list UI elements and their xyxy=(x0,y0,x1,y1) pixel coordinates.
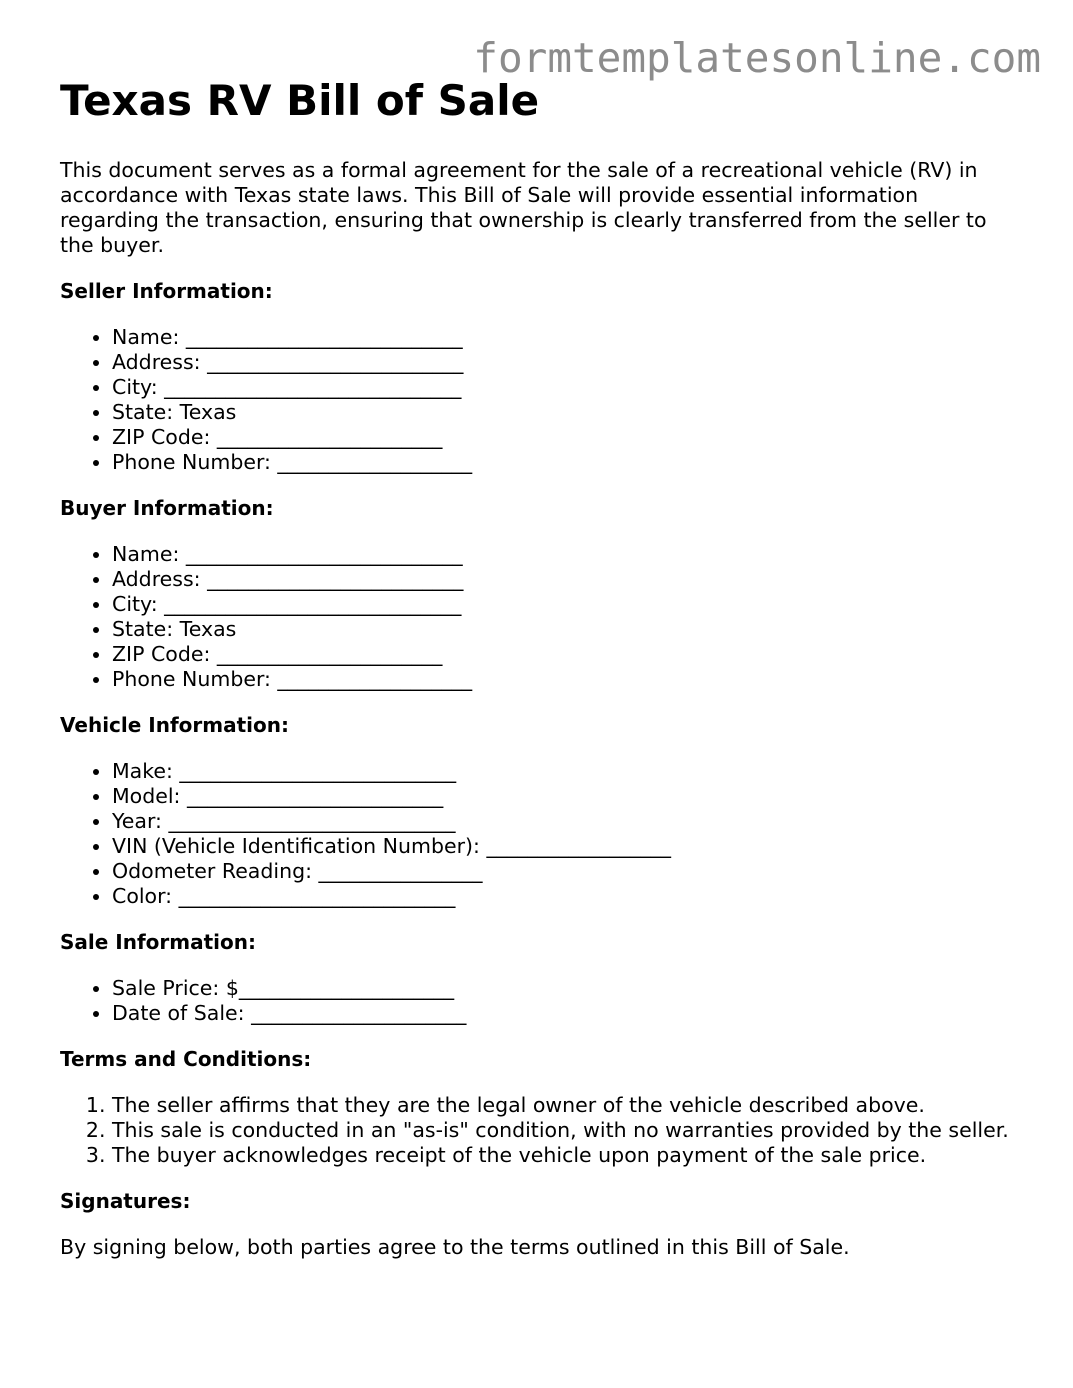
term-item: 1. The seller affirms that they are the legal owner of the vehicle described above. xyxy=(112,1093,1020,1118)
buyer-list xyxy=(60,542,1020,692)
page-title: Texas RV Bill of Sale xyxy=(60,76,540,125)
seller-name-field: • Name: ___________________________ xyxy=(112,325,1020,350)
vehicle-odometer-field: • Odometer Reading: ________________ xyxy=(112,859,1020,884)
seller-state-field: • State: Texas xyxy=(112,400,1020,425)
vehicle-color-field: • Color: ___________________________ xyxy=(112,884,1020,909)
terms-heading: Terms and Conditions: xyxy=(60,1047,312,1071)
buyer-phone-field: • Phone Number: ___________________ xyxy=(112,667,1020,692)
signatures-text: By signing below, both parties agree to the terms outlined in this Bill of Sale. xyxy=(60,1235,850,1259)
vehicle-heading: Vehicle Information: xyxy=(60,713,289,737)
buyer-zip-field: • ZIP Code: ______________________ xyxy=(112,642,1020,667)
buyer-state-field: • State: Texas xyxy=(112,617,1020,642)
sale-price-field: • Sale Price: $_____________________ xyxy=(112,976,1020,1001)
terms-list xyxy=(60,1093,1020,1168)
buyer-heading: Buyer Information: xyxy=(60,496,274,520)
seller-heading: Seller Information: xyxy=(60,279,273,303)
buyer-address-field: • Address: _________________________ xyxy=(112,567,1020,592)
term-item: 2. This sale is conducted in an "as-is" condition, with no warranties provided by the seller. xyxy=(112,1118,1020,1143)
intro-paragraph: This document serves as a formal agreement for the sale of a recreational vehicle (RV) in accordance with Texas state laws. This Bill of Sale will provide essential information regarding the transaction, ensuring that ownership is clearly transferred from the seller to the buyer. xyxy=(60,158,987,257)
vehicle-model-field: • Model: _________________________ xyxy=(112,784,1020,809)
watermark: formtemplatesonline.com xyxy=(473,34,1041,82)
vehicle-year-field: • Year: ____________________________ xyxy=(112,809,1020,834)
seller-zip-field: • ZIP Code: ______________________ xyxy=(112,425,1020,450)
seller-city-field: • City: _____________________________ xyxy=(112,375,1020,400)
seller-phone-field: • Phone Number: ___________________ xyxy=(112,450,1020,475)
sale-heading: Sale Information: xyxy=(60,930,256,954)
sale-date-field: • Date of Sale: _____________________ xyxy=(112,1001,1020,1026)
seller-address-field: • Address: _________________________ xyxy=(112,350,1020,375)
buyer-city-field: • City: _____________________________ xyxy=(112,592,1020,617)
term-item: 3. The buyer acknowledges receipt of the vehicle upon payment of the sale price. xyxy=(112,1143,1020,1168)
vehicle-make-field: • Make: ___________________________ xyxy=(112,759,1020,784)
sale-list xyxy=(60,976,1020,1026)
vehicle-list xyxy=(60,759,1020,909)
signatures-heading: Signatures: xyxy=(60,1189,191,1213)
seller-list xyxy=(60,325,1020,475)
document-page xyxy=(60,72,1020,1260)
vehicle-vin-field: • VIN (Vehicle Identification Number): __________________ xyxy=(112,834,1020,859)
buyer-name-field: • Name: ___________________________ xyxy=(112,542,1020,567)
